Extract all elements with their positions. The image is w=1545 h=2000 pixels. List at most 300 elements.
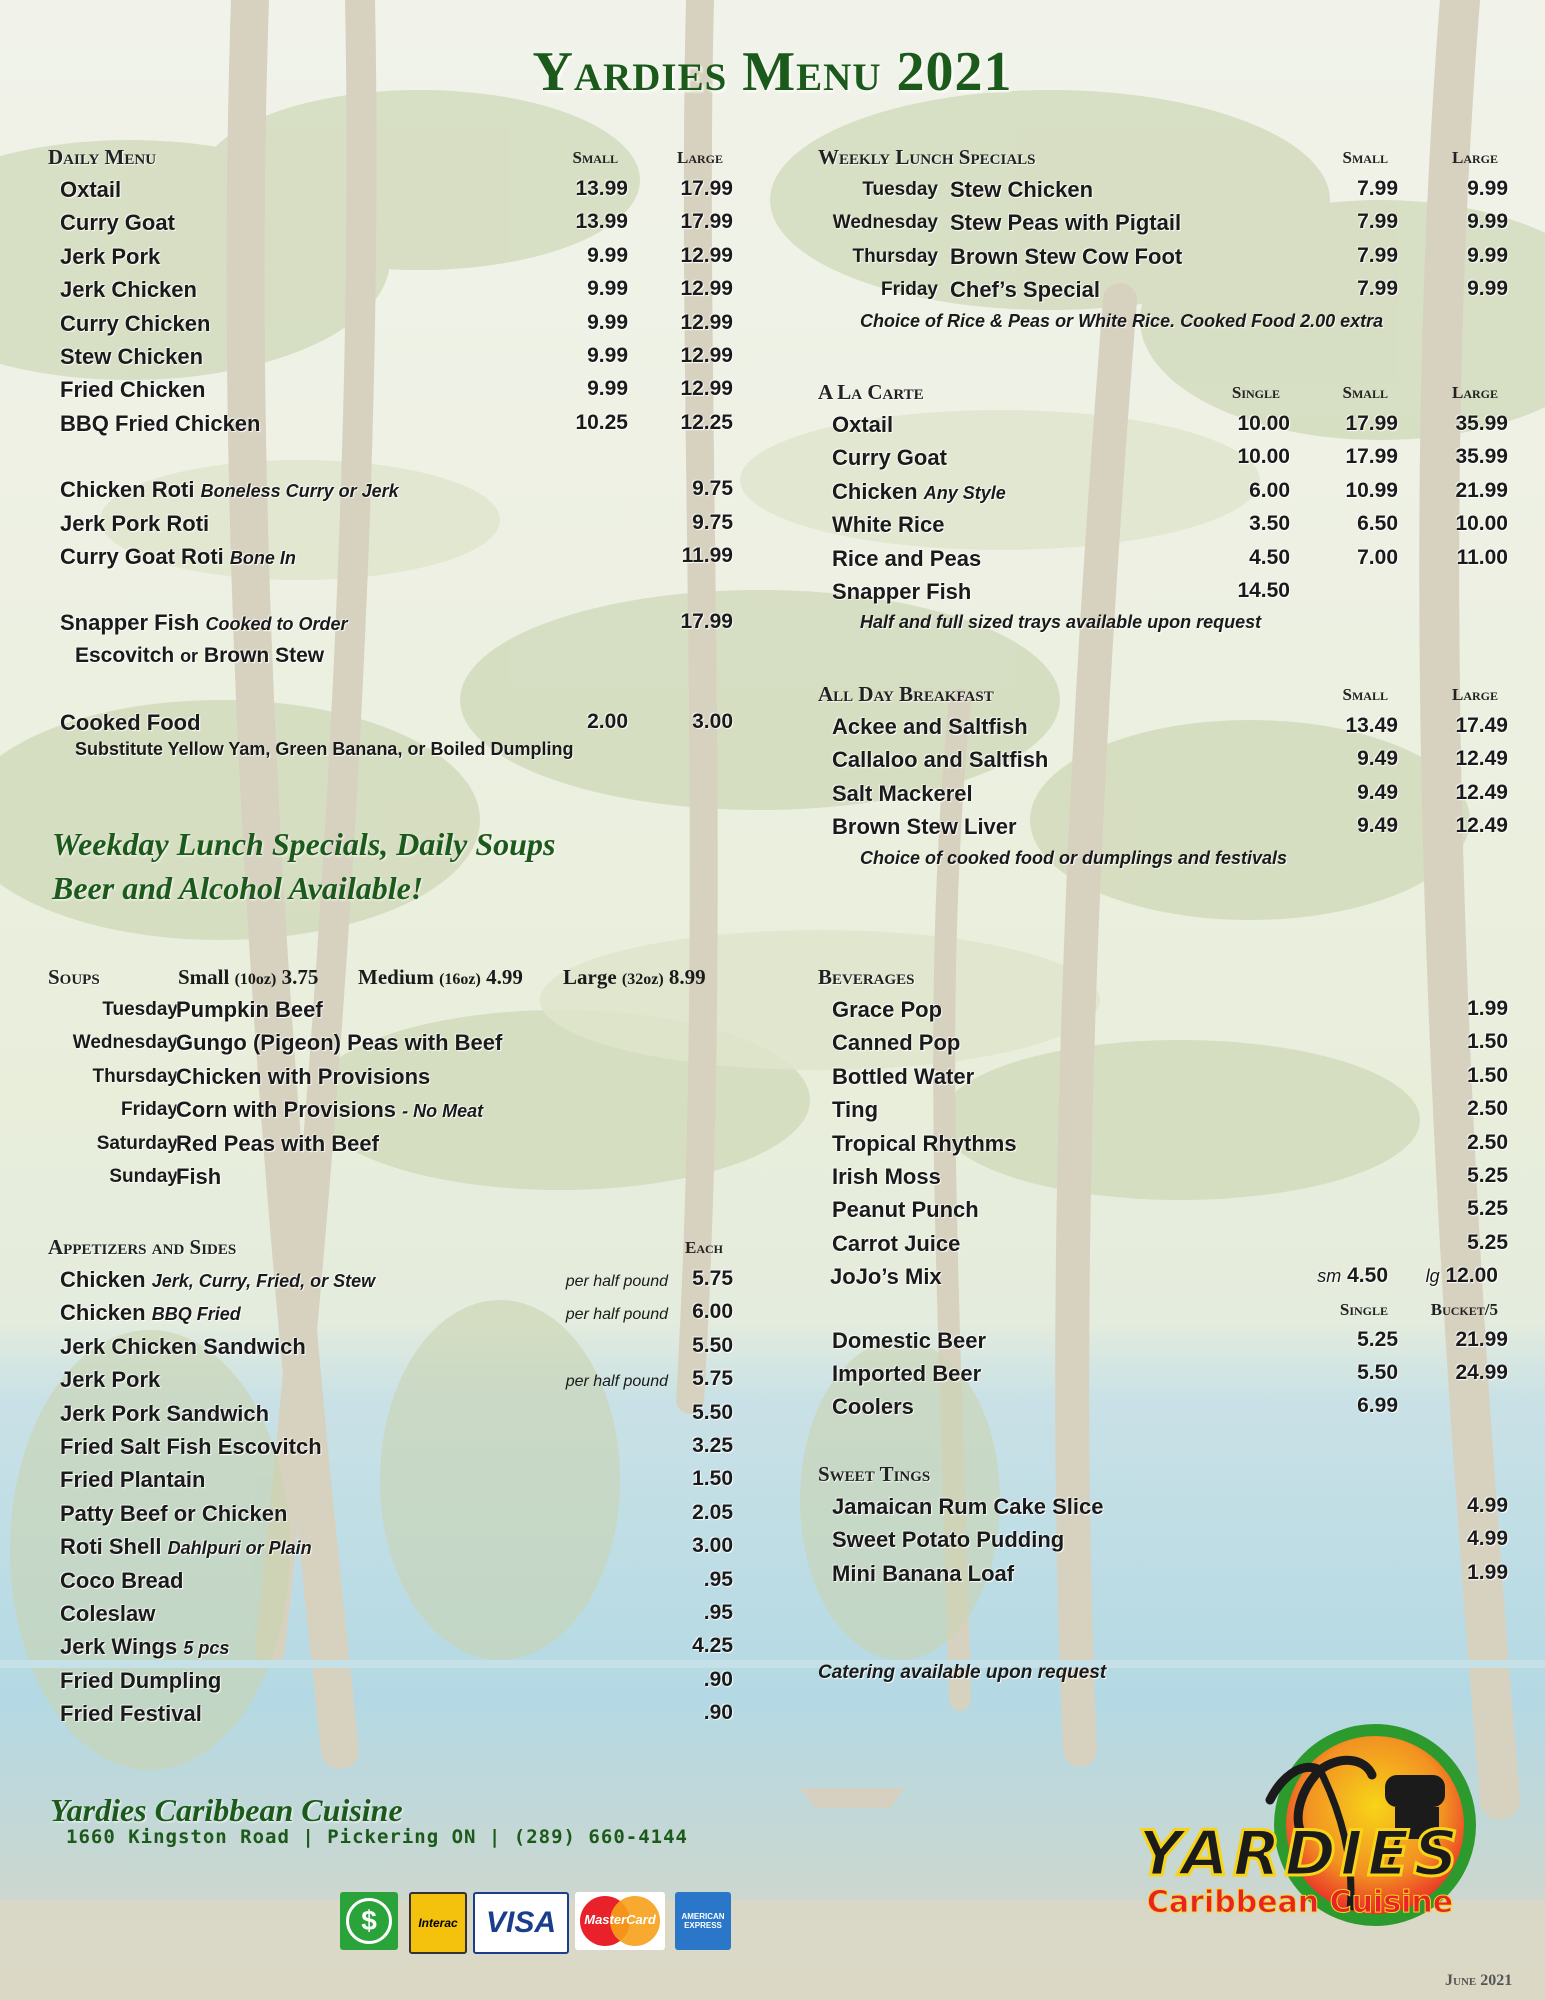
item-name-group xyxy=(60,1601,155,1627)
item-price-large: 12.49 xyxy=(1455,814,1508,838)
item-name-group xyxy=(60,1300,241,1326)
soup-day: Wednesday xyxy=(72,1032,178,1054)
item-desc: Cooked to Order xyxy=(205,614,348,635)
list-item xyxy=(818,1264,1498,1297)
item-name-group xyxy=(60,544,296,570)
soup-size-medium: Medium (16oz) 4.99 xyxy=(358,965,523,989)
logo-wordmark xyxy=(1130,1817,1470,1920)
item-price-small: 13.99 xyxy=(575,177,628,200)
item-name: Coolers xyxy=(832,1394,914,1420)
list-item xyxy=(48,1333,733,1367)
soup-size-large: Large (32oz) 8.99 xyxy=(563,965,706,989)
item-price: .95 xyxy=(703,1600,733,1624)
item-price: 17.99 xyxy=(680,610,733,634)
menu-date: June 2021 xyxy=(1445,1972,1513,1989)
col-large: Large xyxy=(1451,383,1498,402)
item-or: or xyxy=(180,645,199,666)
item-price-small: 2.00 xyxy=(587,710,628,734)
list-item xyxy=(818,445,1508,478)
soup-name: Fish xyxy=(176,1163,222,1189)
item-price-single: 3.50 xyxy=(1249,512,1290,536)
col-small: Small xyxy=(572,148,618,167)
lunch-day: Tuesday xyxy=(862,179,938,200)
list-item xyxy=(48,377,733,410)
item-name-group xyxy=(60,1467,205,1493)
soup-name: Pumpkin Beef xyxy=(176,997,323,1022)
jojo-lg-price: 12.00 xyxy=(1445,1264,1498,1288)
list-item xyxy=(818,512,1508,545)
banner-line: Beer and Alcohol Available! xyxy=(52,870,424,906)
item-price-large: 9.99 xyxy=(1467,243,1508,267)
item-price-single: 5.25 xyxy=(1357,1327,1398,1351)
item-desc: Jerk, Curry, Fried, or Stew xyxy=(151,1271,376,1291)
item-price-large: 17.99 xyxy=(680,210,733,234)
item-name: Jerk Pork xyxy=(60,243,161,269)
col-large: Large xyxy=(1451,148,1498,167)
item-price-small: 13.99 xyxy=(575,210,628,234)
item-name: Callaloo and Saltfish xyxy=(832,747,1049,773)
list-item xyxy=(48,1367,733,1400)
item-price: 5.75 xyxy=(692,1367,733,1391)
item-price-single: 6.00 xyxy=(1249,478,1290,502)
list-item xyxy=(48,410,733,444)
item-desc: Any Style xyxy=(923,482,1006,503)
amex-icon: AMERICAN EXPRESS xyxy=(675,1892,731,1950)
item-price: 5.50 xyxy=(692,1333,733,1357)
item-name: Peanut Punch xyxy=(832,1197,979,1223)
item-name: Chicken xyxy=(832,478,918,504)
list-item xyxy=(48,1634,733,1667)
item-price-large: 17.99 xyxy=(680,177,733,200)
item-price-large: 21.99 xyxy=(1455,478,1508,502)
list-item xyxy=(818,277,1508,310)
promo-banner xyxy=(52,822,555,910)
item-price-small: 6.50 xyxy=(1357,512,1398,536)
section-heading: Soups xyxy=(48,965,100,989)
item-price-large: 12.99 xyxy=(680,377,733,401)
item-price-single: 14.50 xyxy=(1237,578,1290,602)
list-item xyxy=(818,814,1508,847)
item-name: Fried Salt Fish Escovitch xyxy=(60,1433,322,1459)
weekly-lunch-section xyxy=(818,145,1508,332)
item-name: JoJo’s Mix xyxy=(830,1264,942,1290)
list-item xyxy=(48,610,733,643)
list-item xyxy=(818,579,1498,612)
soup-day: Friday xyxy=(120,1099,178,1121)
item-name: Irish Moss xyxy=(832,1163,941,1189)
item-name: Fried Dumpling xyxy=(60,1667,222,1693)
mastercard-icon: MasterCard xyxy=(575,1892,665,1950)
list-item xyxy=(48,343,733,377)
item-name: Roti Shell xyxy=(60,1534,162,1560)
list-item xyxy=(48,1600,733,1634)
item-name: Brown Stew Liver xyxy=(832,814,1017,840)
item-price-small: 7.00 xyxy=(1357,545,1398,569)
jojo-lg-label: lg xyxy=(1425,1266,1440,1287)
item-name: Oxtail xyxy=(832,412,894,437)
item-name: Salt Mackerel xyxy=(832,780,973,806)
item-name: Sweet Potato Pudding xyxy=(832,1527,1065,1553)
item-price-small: 13.49 xyxy=(1345,714,1398,737)
item-unit: per half pound xyxy=(565,1306,668,1324)
list-item xyxy=(818,1030,1508,1063)
item-price: 1.50 xyxy=(692,1467,733,1491)
item-price-small: 10.99 xyxy=(1345,478,1398,502)
item-price: 9.75 xyxy=(692,510,733,534)
item-name: Stew Chicken xyxy=(60,343,204,369)
list-item xyxy=(48,1500,733,1534)
banner-line: Weekday Lunch Specials, Daily Soups xyxy=(52,826,556,862)
item-option: Brown Stew xyxy=(203,643,325,667)
menu-title: Yardies Menu 2021 xyxy=(532,41,1013,103)
item-name: Jamaican Rum Cake Slice xyxy=(832,1494,1104,1519)
list-item xyxy=(818,243,1508,277)
soup-name-group xyxy=(176,997,323,1023)
item-price-small: 10.25 xyxy=(575,410,628,434)
list-item xyxy=(48,177,733,210)
list-item xyxy=(818,412,1508,445)
list-item xyxy=(818,1560,1508,1594)
col-large: Large xyxy=(676,148,723,167)
item-name: BBQ Fried Chicken xyxy=(60,410,261,436)
cooked-food-note: Substitute Yellow Yam, Green Banana, or Boiled Dumpling xyxy=(75,739,574,760)
list-item xyxy=(818,747,1508,780)
list-item xyxy=(818,1097,1508,1130)
soup-extra: - No Meat xyxy=(402,1101,484,1122)
list-item xyxy=(48,1131,728,1164)
list-item xyxy=(48,1701,733,1734)
item-name: Patty Beef or Chicken xyxy=(60,1500,288,1526)
sweet-list xyxy=(818,1494,1508,1594)
list-item xyxy=(48,1400,733,1434)
soup-name-group xyxy=(176,1131,379,1157)
item-name: Snapper Fish xyxy=(832,578,972,604)
item-price: 2.50 xyxy=(1467,1097,1508,1121)
section-heading: Beverages xyxy=(818,965,915,989)
section-heading: All Day Breakfast xyxy=(818,682,994,706)
section-heading: Appetizers and Sides xyxy=(48,1235,237,1259)
item-name-group xyxy=(60,1267,375,1293)
item-price-small: 7.99 xyxy=(1357,277,1398,301)
item-name: Stew Peas with Pigtail xyxy=(950,210,1182,236)
col-single: Single xyxy=(1339,1299,1388,1319)
list-item xyxy=(48,543,733,577)
item-price-bucket: 21.99 xyxy=(1455,1327,1508,1351)
appetizers-section xyxy=(48,1235,733,1734)
item-name-group xyxy=(832,445,947,471)
col-each: Each xyxy=(684,1238,723,1257)
item-name: Coleslaw xyxy=(60,1600,156,1626)
item-price-large: 17.49 xyxy=(1455,714,1508,737)
breakfast-list xyxy=(818,714,1508,848)
item-desc: 5 pcs xyxy=(183,1638,230,1659)
item-name-group xyxy=(60,1501,287,1527)
a-la-carte-section xyxy=(818,380,1508,633)
list-item xyxy=(48,1030,728,1063)
col-large: Large xyxy=(1451,685,1498,704)
item-name-group xyxy=(832,512,944,538)
list-item xyxy=(818,1230,1508,1264)
item-name: Jerk Wings xyxy=(60,1634,178,1660)
daily-menu-section xyxy=(48,145,733,760)
item-price-small: 9.99 xyxy=(587,310,628,334)
soups-section xyxy=(48,965,728,1197)
item-name: Ackee and Saltfish xyxy=(832,714,1028,739)
item-price: 1.99 xyxy=(1467,997,1508,1020)
item-name: Jerk Pork xyxy=(60,1367,161,1393)
item-price-bucket: 24.99 xyxy=(1455,1360,1508,1384)
list-item xyxy=(48,1534,733,1567)
item-price-small: 9.49 xyxy=(1357,780,1398,804)
item-price: 3.25 xyxy=(692,1433,733,1457)
item-name-group xyxy=(60,477,399,503)
breakfast-section xyxy=(818,682,1508,869)
item-name: Fried Chicken xyxy=(60,377,206,403)
item-price-small: 9.49 xyxy=(1357,814,1398,838)
item-price-single: 10.00 xyxy=(1237,412,1290,435)
item-price-large: 35.99 xyxy=(1455,445,1508,469)
item-desc: BBQ Fried xyxy=(151,1304,241,1325)
item-name-group xyxy=(832,479,1006,505)
item-name: Tropical Rhythms xyxy=(832,1130,1017,1156)
list-item xyxy=(48,1267,733,1300)
roti-list xyxy=(48,477,733,577)
item-unit: per half pound xyxy=(565,1373,668,1391)
item-name-group xyxy=(60,1568,183,1594)
item-price: 5.50 xyxy=(692,1400,733,1424)
list-item xyxy=(818,1494,1508,1527)
item-name: Jerk Chicken Sandwich xyxy=(60,1333,306,1359)
item-price: 4.99 xyxy=(1467,1494,1508,1517)
item-price-large: 12.49 xyxy=(1455,747,1508,771)
item-price-single: 4.50 xyxy=(1249,545,1290,569)
list-item xyxy=(48,510,733,544)
item-name: Coco Bread xyxy=(60,1567,184,1593)
section-heading: Weekly Lunch Specials xyxy=(818,145,1036,169)
list-item xyxy=(48,1667,733,1701)
item-price: 11.99 xyxy=(681,543,733,567)
item-name-group xyxy=(60,1401,269,1427)
item-price-large: 12.99 xyxy=(680,277,733,301)
section-heading: A La Carte xyxy=(818,380,924,404)
item-price-small: 7.99 xyxy=(1357,210,1398,234)
lunch-day: Friday xyxy=(880,279,938,301)
col-small: Small xyxy=(1342,685,1388,704)
item-name: Stew Chicken xyxy=(950,177,1094,202)
item-name: Chicken Roti xyxy=(60,477,195,503)
soup-name: Corn with Provisions xyxy=(176,1097,397,1123)
list-item xyxy=(818,478,1508,512)
item-name: Grace Pop xyxy=(832,997,943,1022)
soup-list xyxy=(48,997,728,1197)
item-desc: Bone In xyxy=(229,547,296,568)
item-price: 1.99 xyxy=(1467,1560,1508,1584)
list-item xyxy=(818,1360,1508,1394)
list-item xyxy=(48,997,728,1030)
beverage-list xyxy=(818,997,1508,1264)
list-item xyxy=(48,477,733,510)
item-price: .90 xyxy=(703,1667,733,1691)
sweet-tings-section xyxy=(818,1462,1508,1594)
section-heading: Sweet Tings xyxy=(818,1462,931,1486)
item-price-large: 9.99 xyxy=(1467,177,1508,200)
item-name: Cooked Food xyxy=(60,710,201,736)
item-option: Escovitch xyxy=(75,643,175,667)
beverages-section xyxy=(818,965,1508,1428)
item-price-single: 5.50 xyxy=(1357,1360,1398,1384)
item-name: Jerk Pork Sandwich xyxy=(60,1400,270,1426)
item-name: Curry Goat xyxy=(832,445,947,471)
item-price: 5.75 xyxy=(692,1267,733,1290)
soup-size-small: Small (10oz) 3.75 xyxy=(178,965,319,989)
item-name-group xyxy=(60,1701,202,1727)
item-name: Bottled Water xyxy=(832,1063,975,1089)
soup-day: Sunday xyxy=(109,1165,178,1187)
footer-restaurant-name: Yardies Caribbean Cuisine xyxy=(50,1792,403,1828)
item-desc: Dahlpuri or Plain xyxy=(167,1538,312,1559)
soup-name: Chicken with Provisions xyxy=(176,1063,431,1089)
soup-name: Red Peas with Beef xyxy=(176,1130,379,1156)
item-name: Ting xyxy=(832,1097,879,1123)
list-item xyxy=(818,1163,1508,1197)
list-item xyxy=(48,277,733,310)
item-desc: Boneless Curry or Jerk xyxy=(200,481,399,502)
soup-day: Thursday xyxy=(92,1065,178,1087)
breakfast-note: Choice of cooked food or dumplings and festivals xyxy=(860,847,1288,868)
item-price: 1.50 xyxy=(1467,1030,1508,1054)
soup-day: Saturday xyxy=(96,1132,178,1154)
item-price: 3.00 xyxy=(692,1534,733,1558)
item-name-group xyxy=(60,1534,312,1560)
item-name: Fried Festival xyxy=(60,1701,202,1727)
item-price: 2.05 xyxy=(692,1500,733,1524)
item-name: Curry Goat Roti xyxy=(60,543,224,569)
beer-list xyxy=(818,1327,1508,1428)
list-item xyxy=(48,1064,728,1097)
logo-tagline: Caribbean Cuisine xyxy=(1146,1885,1454,1920)
item-price-large: 10.00 xyxy=(1455,512,1508,536)
col-small: Small xyxy=(1342,383,1388,402)
item-name: Mini Banana Loaf xyxy=(832,1560,1015,1586)
item-name: Brown Stew Cow Foot xyxy=(950,243,1183,269)
list-item xyxy=(48,1300,733,1333)
item-name: Jerk Pork Roti xyxy=(60,510,210,536)
item-price: 9.75 xyxy=(692,477,733,501)
item-name: Chicken xyxy=(60,1267,146,1292)
list-item xyxy=(818,780,1508,814)
soup-name: Gungo (Pigeon) Peas with Beef xyxy=(176,1030,503,1056)
footer-address: 1660 Kingston Road | Pickering ON | (289) 660-4144 xyxy=(66,1826,688,1848)
a-la-carte-note: Half and full sized trays available upon request xyxy=(860,612,1262,633)
jojo-sm-label: sm xyxy=(1317,1266,1342,1287)
cash-icon: $ xyxy=(340,1892,398,1950)
list-item xyxy=(818,1327,1508,1361)
list-item xyxy=(48,710,733,743)
item-name: Chicken xyxy=(60,1300,146,1326)
list-item xyxy=(48,1433,733,1467)
item-price: 4.25 xyxy=(692,1634,733,1658)
item-name-group xyxy=(60,1634,229,1660)
item-price-small: 9.99 xyxy=(587,243,628,267)
item-name: Snapper Fish xyxy=(60,610,200,636)
item-price: 6.00 xyxy=(692,1300,733,1324)
item-price-large: 12.25 xyxy=(680,410,733,434)
soup-name-group xyxy=(176,1030,502,1056)
col-bucket: Bucket/5 xyxy=(1430,1299,1498,1319)
item-name: White Rice xyxy=(832,512,945,538)
item-name-group xyxy=(832,412,893,438)
soup-name-group xyxy=(176,1164,221,1190)
item-price: .90 xyxy=(703,1701,733,1725)
list-item xyxy=(818,545,1508,579)
list-item xyxy=(48,1097,728,1130)
item-name: Oxtail xyxy=(60,177,122,202)
list-item xyxy=(48,1164,728,1197)
item-price-large: 12.99 xyxy=(680,343,733,367)
soup-name-group xyxy=(176,1064,430,1090)
item-price-small: 7.99 xyxy=(1357,243,1398,267)
item-name-group xyxy=(60,511,209,537)
visa-icon: VISA xyxy=(473,1892,569,1954)
item-name: Curry Goat xyxy=(60,210,175,236)
list-item xyxy=(818,1394,1498,1427)
item-name: Domestic Beer xyxy=(832,1327,987,1353)
item-name-group xyxy=(832,546,981,572)
list-item xyxy=(818,210,1508,243)
catering-note: Catering available upon request xyxy=(818,1662,1107,1683)
item-price-single: 6.99 xyxy=(1357,1394,1398,1418)
list-item xyxy=(818,1130,1508,1164)
section-heading: Daily Menu xyxy=(48,145,157,169)
item-price-large: 11.00 xyxy=(1456,545,1508,569)
item-name: Rice and Peas xyxy=(832,545,982,571)
item-price-large: 9.99 xyxy=(1467,277,1508,301)
item-price-single: 10.00 xyxy=(1237,445,1290,469)
list-item xyxy=(48,644,728,677)
weekly-lunch-list xyxy=(818,177,1508,311)
item-name: Carrot Juice xyxy=(832,1230,961,1256)
list-item xyxy=(818,714,1508,747)
item-unit: per half pound xyxy=(565,1273,668,1290)
list-item xyxy=(818,997,1508,1030)
item-name-group xyxy=(60,1434,322,1460)
item-name-group xyxy=(832,579,971,605)
item-price: 5.25 xyxy=(1467,1230,1508,1254)
item-price-small: 17.99 xyxy=(1345,445,1398,469)
item-name-group xyxy=(60,1334,306,1360)
item-price-large: 12.49 xyxy=(1455,780,1508,804)
logo-word: YARDIES xyxy=(1137,1817,1463,1890)
list-item xyxy=(48,210,733,243)
item-price-small: 7.99 xyxy=(1357,177,1398,200)
list-item xyxy=(48,1567,733,1601)
item-name: Chef’s Special xyxy=(950,277,1100,303)
appetizer-list xyxy=(48,1267,733,1734)
lunch-day: Wednesday xyxy=(832,212,938,234)
list-item xyxy=(48,1467,733,1500)
item-price-large: 35.99 xyxy=(1455,412,1508,435)
item-price: 2.50 xyxy=(1467,1130,1508,1154)
soup-day: Tuesday xyxy=(102,999,178,1020)
col-single: Single xyxy=(1231,383,1280,402)
item-price: 5.25 xyxy=(1467,1163,1508,1187)
item-price-small: 9.99 xyxy=(587,343,628,367)
col-small: Small xyxy=(1342,148,1388,167)
list-item xyxy=(48,310,733,344)
a-la-carte-list xyxy=(818,412,1508,612)
item-price-large: 12.99 xyxy=(680,310,733,334)
list-item xyxy=(818,1197,1508,1230)
